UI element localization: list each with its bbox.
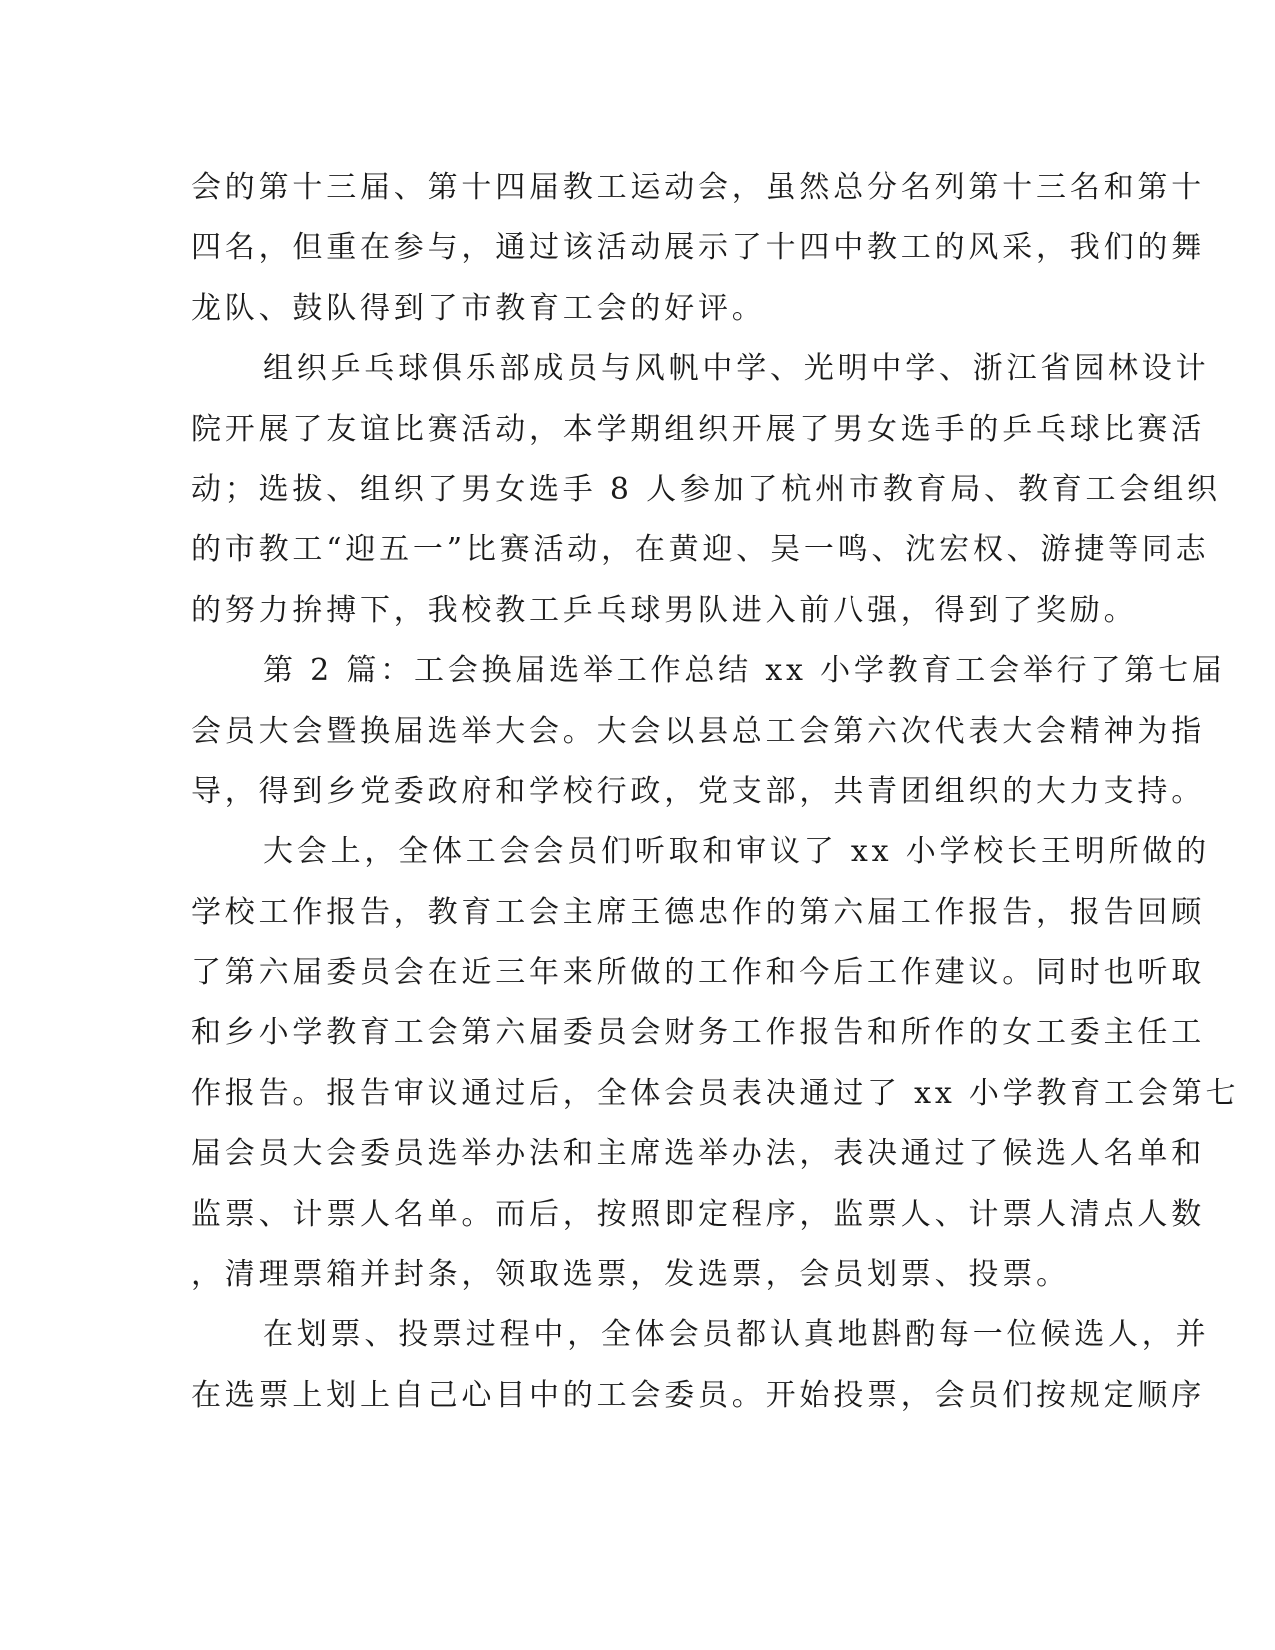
- paragraph-first-line: 在划票、投票过程中，全体会员都认真地斟酌每一位候选人，并: [263, 1317, 1210, 1353]
- text-line: 龙队、鼓队得到了市教育工会的好评。: [191, 290, 766, 326]
- text-line: 届会员大会委员选举办法和主席选举办法，表决通过了候选人名单和: [191, 1136, 1205, 1172]
- text-line: 四名，但重在参与，通过该活动展示了十四中教工的风采，我们的舞: [191, 230, 1205, 266]
- paragraph-first-line: 组织乒乓球俱乐部成员与风帆中学、光明中学、浙江省园林设计: [263, 351, 1210, 387]
- text-line: 监票、计票人名单。而后，按照即定程序，监票人、计票人清点人数: [191, 1196, 1205, 1232]
- text-line: 了第六届委员会在近三年来所做的工作和今后工作建议。同时也听取: [191, 955, 1205, 991]
- document-body: [191, 158, 1240, 1426]
- paragraph-first-line: 大会上，全体工会会员们听取和审议了 xx 小学校长王明所做的: [263, 834, 1210, 870]
- text-line: 院开展了友谊比赛活动，本学期组织开展了男女选手的乒乓球比赛活: [191, 411, 1205, 447]
- text-line: 的努力拚搏下，我校教工乒乓球男队进入前八强，得到了奖励。: [191, 592, 1138, 628]
- paragraph-first-line: 第 2 篇：工会换届选举工作总结 xx 小学教育工会举行了第七届: [263, 653, 1226, 689]
- text-line: 会的第十三届、第十四届教工运动会，虽然总分名列第十三名和第十: [191, 170, 1205, 205]
- text-line: 会员大会暨换届选举大会。大会以县总工会第六次代表大会精神为指: [191, 713, 1205, 749]
- text-line: ，清理票箱并封条，领取选票，发选票，会员划票、投票。: [191, 1257, 1070, 1293]
- text-line: 在选票上划上自己心目中的工会委员。开始投票，会员们按规定顺序: [191, 1377, 1205, 1413]
- text-line: 动；选拔、组织了男女选手 8 人参加了杭州市教育局、教育工会组织: [191, 471, 1221, 507]
- text-line: 和乡小学教育工会第六届委员会财务工作报告和所作的女工委主任工: [191, 1015, 1205, 1051]
- text-line: 学校工作报告，教育工会主席王德忠作的第六届工作报告，报告回顾: [191, 894, 1205, 930]
- text-line: 导，得到乡党委政府和学校行政，党支部，共青团组织的大力支持。: [191, 773, 1205, 809]
- text-line: 的市教工“迎五一”比赛活动，在黄迎、吴一鸣、沈宏权、游捷等同志: [191, 532, 1210, 568]
- text-line: 作报告。报告审议通过后，全体会员表决通过了 xx 小学教育工会第七: [191, 1075, 1240, 1111]
